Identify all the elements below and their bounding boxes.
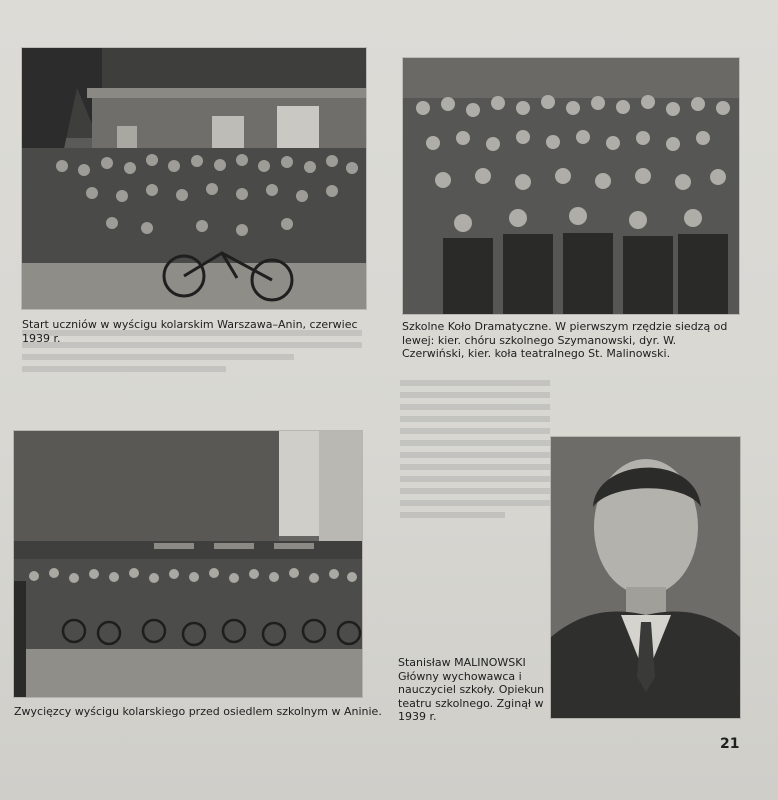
page-number: 21 — [720, 736, 740, 752]
caption-bicycle-race-start: Start uczniów w wyścigu kolarskim Warszawa–Anin, czerwiec 1939 r. — [22, 318, 358, 345]
caption-portrait-malinowski: Stanisław MALINOWSKI Główny wychowawca i nauczyciel szkoły. Opiekun teatru szkolnego. Zginął w 1939 r. — [398, 656, 545, 723]
photo-portrait-malinowski — [551, 437, 740, 718]
photo-bicycle-race-start — [22, 48, 366, 309]
caption-race-winners: Zwycięzcy wyścigu kolarskiego przed osiedlem szkolnym w Aninie. — [14, 705, 382, 718]
bleed-through-right — [400, 380, 550, 524]
photo-race-winners — [14, 431, 362, 697]
caption-drama-club: Szkolne Koło Dramatyczne. W pierwszym rzędzie siedzą od lewej: kier. chóru szkolnego Szymanowski, dyr. W. Czerwiński, kier. koła teatralnego St. Malinowski. — [402, 320, 728, 360]
photo-drama-club — [403, 58, 739, 314]
